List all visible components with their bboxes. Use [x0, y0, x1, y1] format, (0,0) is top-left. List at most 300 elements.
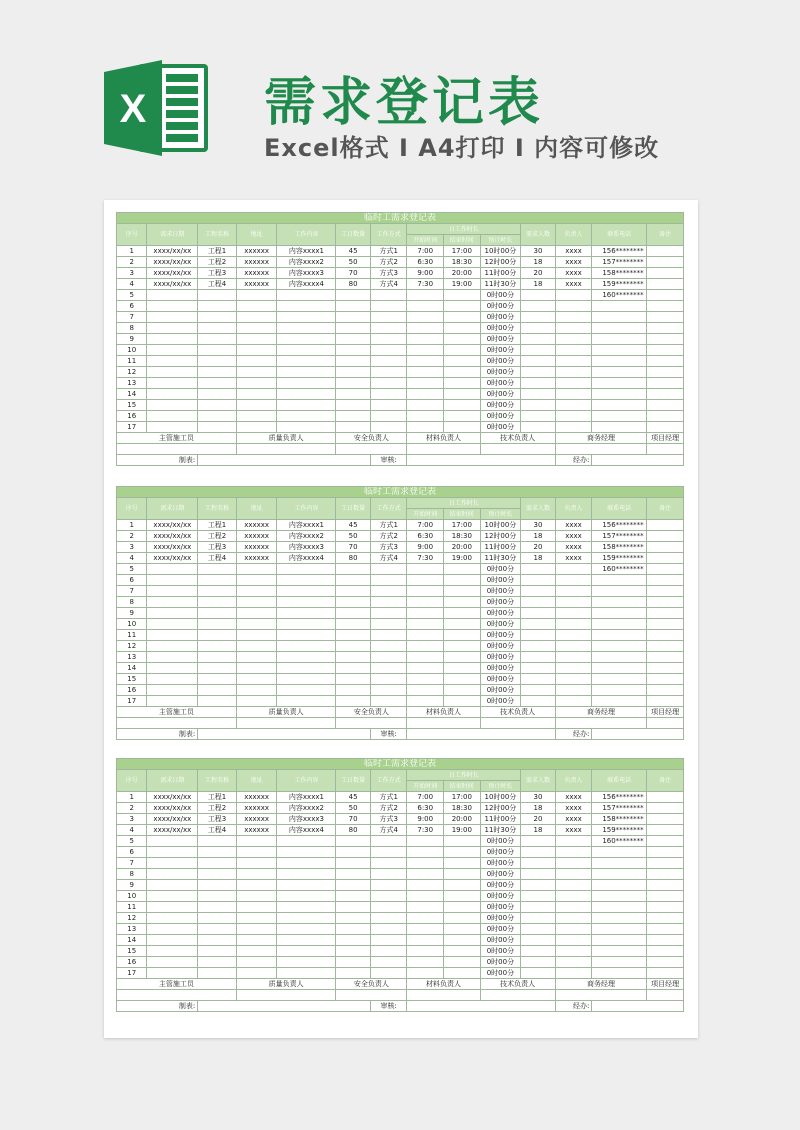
cell-people[interactable]: 20: [521, 814, 556, 825]
cell-location[interactable]: [236, 301, 277, 312]
cell-duration[interactable]: 0时00分: [480, 619, 521, 630]
cell-manager[interactable]: [555, 663, 592, 674]
cell-people[interactable]: 20: [521, 268, 556, 279]
cell-location[interactable]: [236, 913, 277, 924]
cell-phone[interactable]: [592, 312, 647, 323]
cell-content[interactable]: [277, 378, 336, 389]
cell-people[interactable]: 18: [521, 279, 556, 290]
cell-note[interactable]: [647, 869, 684, 880]
cell-location[interactable]: [236, 400, 277, 411]
cell-manager[interactable]: [555, 630, 592, 641]
cell-duration[interactable]: 0时00分: [480, 378, 521, 389]
cell-method[interactable]: [370, 597, 407, 608]
cell-date[interactable]: xxxx/xx/xx: [147, 542, 198, 553]
cell-people[interactable]: [521, 674, 556, 685]
cell-end[interactable]: 20:00: [444, 542, 481, 553]
cell-seq[interactable]: 2: [117, 531, 147, 542]
cell-date[interactable]: [147, 389, 198, 400]
cell-location[interactable]: xxxxxx: [236, 268, 277, 279]
cell-end[interactable]: [444, 356, 481, 367]
cell-note[interactable]: [647, 531, 684, 542]
cell-end[interactable]: 18:30: [444, 531, 481, 542]
cell-note[interactable]: [647, 553, 684, 564]
cell-hours[interactable]: [336, 378, 371, 389]
cell-duration[interactable]: 0时00分: [480, 400, 521, 411]
cell-method[interactable]: [370, 847, 407, 858]
cell-phone[interactable]: [592, 869, 647, 880]
cell-hours[interactable]: [336, 935, 371, 946]
cell-content[interactable]: 内容xxxx3: [277, 542, 336, 553]
cell-people[interactable]: [521, 597, 556, 608]
cell-duration[interactable]: 0时00分: [480, 891, 521, 902]
cell-date[interactable]: [147, 323, 198, 334]
signature-cell[interactable]: [117, 444, 237, 455]
cell-project[interactable]: [198, 422, 237, 433]
cell-manager[interactable]: [555, 957, 592, 968]
cell-method[interactable]: [370, 891, 407, 902]
cell-phone[interactable]: [592, 913, 647, 924]
cell-duration[interactable]: 0时00分: [480, 334, 521, 345]
signature-cell[interactable]: [236, 718, 336, 729]
cell-manager[interactable]: xxxx: [555, 531, 592, 542]
signature-cell[interactable]: [407, 718, 480, 729]
cell-note[interactable]: [647, 825, 684, 836]
cell-location[interactable]: [236, 564, 277, 575]
cell-manager[interactable]: [555, 935, 592, 946]
cell-project[interactable]: [198, 696, 237, 707]
cell-method[interactable]: [370, 674, 407, 685]
cell-location[interactable]: [236, 312, 277, 323]
cell-content[interactable]: 内容xxxx2: [277, 803, 336, 814]
cell-date[interactable]: [147, 685, 198, 696]
cell-seq[interactable]: 4: [117, 825, 147, 836]
cell-date[interactable]: [147, 946, 198, 957]
review-field[interactable]: [407, 455, 555, 466]
cell-location[interactable]: [236, 946, 277, 957]
cell-phone[interactable]: [592, 696, 647, 707]
review-field[interactable]: [407, 729, 555, 740]
cell-start[interactable]: [407, 597, 444, 608]
signature-cell[interactable]: [336, 444, 407, 455]
cell-end[interactable]: 19:00: [444, 825, 481, 836]
cell-note[interactable]: [647, 246, 684, 257]
cell-content[interactable]: 内容xxxx4: [277, 279, 336, 290]
cell-manager[interactable]: xxxx: [555, 268, 592, 279]
cell-manager[interactable]: [555, 608, 592, 619]
cell-method[interactable]: [370, 575, 407, 586]
cell-note[interactable]: [647, 520, 684, 531]
cell-start[interactable]: [407, 946, 444, 957]
cell-hours[interactable]: [336, 880, 371, 891]
cell-note[interactable]: [647, 814, 684, 825]
cell-manager[interactable]: [555, 586, 592, 597]
cell-end[interactable]: [444, 389, 481, 400]
cell-duration[interactable]: 0时00分: [480, 902, 521, 913]
cell-location[interactable]: [236, 597, 277, 608]
cell-note[interactable]: [647, 323, 684, 334]
cell-start[interactable]: 6:30: [407, 257, 444, 268]
cell-hours[interactable]: [336, 575, 371, 586]
cell-hours[interactable]: [336, 400, 371, 411]
cell-phone[interactable]: [592, 847, 647, 858]
signature-cell[interactable]: [555, 718, 646, 729]
cell-phone[interactable]: [592, 902, 647, 913]
cell-content[interactable]: 内容xxxx4: [277, 825, 336, 836]
cell-end[interactable]: [444, 422, 481, 433]
cell-phone[interactable]: [592, 858, 647, 869]
cell-location[interactable]: xxxxxx: [236, 542, 277, 553]
cell-manager[interactable]: [555, 913, 592, 924]
cell-date[interactable]: [147, 608, 198, 619]
cell-method[interactable]: [370, 957, 407, 968]
cell-content[interactable]: [277, 367, 336, 378]
cell-content[interactable]: 内容xxxx2: [277, 531, 336, 542]
cell-phone[interactable]: 156********: [592, 520, 647, 531]
cell-date[interactable]: [147, 858, 198, 869]
cell-project[interactable]: 工程1: [198, 246, 237, 257]
cell-note[interactable]: [647, 619, 684, 630]
cell-start[interactable]: [407, 663, 444, 674]
cell-date[interactable]: [147, 400, 198, 411]
cell-end[interactable]: 17:00: [444, 246, 481, 257]
cell-people[interactable]: [521, 696, 556, 707]
cell-note[interactable]: [647, 367, 684, 378]
cell-date[interactable]: [147, 847, 198, 858]
cell-manager[interactable]: xxxx: [555, 553, 592, 564]
cell-project[interactable]: [198, 312, 237, 323]
cell-location[interactable]: [236, 957, 277, 968]
cell-location[interactable]: xxxxxx: [236, 257, 277, 268]
cell-content[interactable]: 内容xxxx3: [277, 814, 336, 825]
cell-manager[interactable]: [555, 968, 592, 979]
cell-hours[interactable]: [336, 957, 371, 968]
cell-end[interactable]: [444, 663, 481, 674]
cell-seq[interactable]: 6: [117, 847, 147, 858]
cell-note[interactable]: [647, 257, 684, 268]
handler-field[interactable]: [592, 729, 684, 740]
cell-note[interactable]: [647, 792, 684, 803]
cell-duration[interactable]: 0时00分: [480, 608, 521, 619]
cell-duration[interactable]: 0时00分: [480, 411, 521, 422]
cell-manager[interactable]: xxxx: [555, 246, 592, 257]
cell-people[interactable]: [521, 619, 556, 630]
cell-note[interactable]: [647, 847, 684, 858]
cell-phone[interactable]: [592, 935, 647, 946]
cell-start[interactable]: [407, 847, 444, 858]
cell-project[interactable]: [198, 367, 237, 378]
cell-start[interactable]: [407, 957, 444, 968]
cell-seq[interactable]: 7: [117, 858, 147, 869]
cell-duration[interactable]: 0时00分: [480, 597, 521, 608]
cell-content[interactable]: [277, 847, 336, 858]
cell-start[interactable]: 6:30: [407, 531, 444, 542]
cell-hours[interactable]: [336, 564, 371, 575]
cell-project[interactable]: [198, 935, 237, 946]
cell-location[interactable]: [236, 422, 277, 433]
cell-phone[interactable]: [592, 400, 647, 411]
cell-note[interactable]: [647, 422, 684, 433]
cell-phone[interactable]: 156********: [592, 246, 647, 257]
cell-method[interactable]: [370, 924, 407, 935]
cell-start[interactable]: [407, 968, 444, 979]
cell-manager[interactable]: [555, 619, 592, 630]
cell-manager[interactable]: [555, 367, 592, 378]
cell-project[interactable]: [198, 836, 237, 847]
cell-hours[interactable]: [336, 902, 371, 913]
cell-people[interactable]: [521, 334, 556, 345]
cell-content[interactable]: [277, 345, 336, 356]
cell-hours[interactable]: [336, 290, 371, 301]
cell-duration[interactable]: 0时00分: [480, 564, 521, 575]
cell-method[interactable]: [370, 389, 407, 400]
cell-project[interactable]: [198, 345, 237, 356]
cell-manager[interactable]: xxxx: [555, 279, 592, 290]
signature-cell[interactable]: [480, 444, 555, 455]
cell-note[interactable]: [647, 836, 684, 847]
cell-hours[interactable]: [336, 586, 371, 597]
cell-manager[interactable]: [555, 290, 592, 301]
signature-cell[interactable]: [236, 444, 336, 455]
cell-method[interactable]: [370, 356, 407, 367]
cell-project[interactable]: [198, 663, 237, 674]
cell-start[interactable]: 7:00: [407, 246, 444, 257]
cell-note[interactable]: [647, 924, 684, 935]
cell-manager[interactable]: [555, 389, 592, 400]
cell-hours[interactable]: [336, 630, 371, 641]
cell-start[interactable]: [407, 652, 444, 663]
cell-start[interactable]: [407, 411, 444, 422]
cell-content[interactable]: [277, 858, 336, 869]
cell-duration[interactable]: 11时00分: [480, 542, 521, 553]
cell-note[interactable]: [647, 608, 684, 619]
cell-start[interactable]: [407, 891, 444, 902]
cell-duration[interactable]: 10时00分: [480, 246, 521, 257]
cell-note[interactable]: [647, 312, 684, 323]
cell-people[interactable]: [521, 924, 556, 935]
cell-hours[interactable]: 70: [336, 814, 371, 825]
cell-project[interactable]: [198, 290, 237, 301]
cell-people[interactable]: [521, 586, 556, 597]
signature-cell[interactable]: [647, 444, 684, 455]
cell-end[interactable]: [444, 880, 481, 891]
cell-end[interactable]: [444, 312, 481, 323]
cell-project[interactable]: [198, 674, 237, 685]
cell-date[interactable]: [147, 880, 198, 891]
cell-start[interactable]: [407, 586, 444, 597]
cell-project[interactable]: [198, 858, 237, 869]
cell-duration[interactable]: 0时00分: [480, 674, 521, 685]
cell-hours[interactable]: 50: [336, 531, 371, 542]
cell-method[interactable]: [370, 913, 407, 924]
cell-manager[interactable]: [555, 411, 592, 422]
cell-manager[interactable]: [555, 652, 592, 663]
cell-people[interactable]: 18: [521, 803, 556, 814]
cell-phone[interactable]: 158********: [592, 268, 647, 279]
cell-start[interactable]: [407, 367, 444, 378]
cell-content[interactable]: [277, 968, 336, 979]
cell-end[interactable]: [444, 946, 481, 957]
cell-seq[interactable]: 12: [117, 641, 147, 652]
cell-end[interactable]: 19:00: [444, 279, 481, 290]
cell-phone[interactable]: [592, 345, 647, 356]
cell-duration[interactable]: 0时00分: [480, 968, 521, 979]
cell-hours[interactable]: 50: [336, 803, 371, 814]
cell-people[interactable]: [521, 935, 556, 946]
cell-end[interactable]: 17:00: [444, 792, 481, 803]
cell-date[interactable]: [147, 630, 198, 641]
cell-seq[interactable]: 9: [117, 608, 147, 619]
cell-date[interactable]: xxxx/xx/xx: [147, 257, 198, 268]
cell-project[interactable]: 工程4: [198, 279, 237, 290]
cell-phone[interactable]: [592, 323, 647, 334]
cell-project[interactable]: [198, 957, 237, 968]
cell-date[interactable]: xxxx/xx/xx: [147, 531, 198, 542]
cell-note[interactable]: [647, 575, 684, 586]
cell-note[interactable]: [647, 957, 684, 968]
cell-start[interactable]: 7:30: [407, 279, 444, 290]
cell-location[interactable]: [236, 641, 277, 652]
cell-people[interactable]: [521, 367, 556, 378]
cell-location[interactable]: [236, 389, 277, 400]
cell-start[interactable]: 7:30: [407, 553, 444, 564]
signature-cell[interactable]: [480, 718, 555, 729]
cell-start[interactable]: 9:00: [407, 814, 444, 825]
cell-hours[interactable]: [336, 858, 371, 869]
cell-date[interactable]: [147, 957, 198, 968]
cell-phone[interactable]: [592, 924, 647, 935]
cell-duration[interactable]: 0时00分: [480, 630, 521, 641]
cell-location[interactable]: [236, 652, 277, 663]
cell-phone[interactable]: 160********: [592, 836, 647, 847]
cell-phone[interactable]: 160********: [592, 564, 647, 575]
cell-people[interactable]: [521, 312, 556, 323]
cell-hours[interactable]: [336, 597, 371, 608]
cell-start[interactable]: [407, 913, 444, 924]
cell-people[interactable]: [521, 685, 556, 696]
cell-people[interactable]: [521, 345, 556, 356]
cell-end[interactable]: [444, 608, 481, 619]
cell-note[interactable]: [647, 663, 684, 674]
cell-manager[interactable]: [555, 847, 592, 858]
cell-date[interactable]: xxxx/xx/xx: [147, 825, 198, 836]
cell-method[interactable]: 方式4: [370, 279, 407, 290]
cell-end[interactable]: [444, 619, 481, 630]
cell-duration[interactable]: 12时00分: [480, 531, 521, 542]
cell-content[interactable]: [277, 334, 336, 345]
cell-note[interactable]: [647, 858, 684, 869]
cell-project[interactable]: [198, 334, 237, 345]
cell-hours[interactable]: [336, 356, 371, 367]
cell-method[interactable]: [370, 663, 407, 674]
cell-start[interactable]: [407, 619, 444, 630]
cell-manager[interactable]: [555, 345, 592, 356]
cell-duration[interactable]: 11时00分: [480, 268, 521, 279]
cell-people[interactable]: [521, 957, 556, 968]
cell-hours[interactable]: 45: [336, 792, 371, 803]
signature-cell[interactable]: [407, 990, 480, 1001]
cell-note[interactable]: [647, 279, 684, 290]
cell-date[interactable]: [147, 869, 198, 880]
cell-location[interactable]: [236, 356, 277, 367]
cell-manager[interactable]: [555, 685, 592, 696]
cell-method[interactable]: [370, 290, 407, 301]
cell-location[interactable]: [236, 663, 277, 674]
cell-note[interactable]: [647, 641, 684, 652]
cell-note[interactable]: [647, 411, 684, 422]
cell-phone[interactable]: [592, 597, 647, 608]
cell-end[interactable]: [444, 685, 481, 696]
cell-content[interactable]: [277, 869, 336, 880]
cell-phone[interactable]: [592, 389, 647, 400]
cell-start[interactable]: [407, 389, 444, 400]
cell-project[interactable]: [198, 597, 237, 608]
cell-start[interactable]: 9:00: [407, 268, 444, 279]
cell-people[interactable]: 18: [521, 553, 556, 564]
cell-manager[interactable]: [555, 902, 592, 913]
cell-hours[interactable]: 50: [336, 257, 371, 268]
cell-people[interactable]: 30: [521, 520, 556, 531]
cell-location[interactable]: [236, 674, 277, 685]
cell-date[interactable]: xxxx/xx/xx: [147, 792, 198, 803]
cell-location[interactable]: [236, 858, 277, 869]
cell-hours[interactable]: [336, 869, 371, 880]
signature-cell[interactable]: [480, 990, 555, 1001]
cell-phone[interactable]: [592, 641, 647, 652]
cell-hours[interactable]: [336, 924, 371, 935]
cell-content[interactable]: [277, 957, 336, 968]
cell-seq[interactable]: 14: [117, 663, 147, 674]
cell-people[interactable]: [521, 356, 556, 367]
cell-people[interactable]: 30: [521, 246, 556, 257]
cell-location[interactable]: [236, 685, 277, 696]
cell-end[interactable]: [444, 400, 481, 411]
cell-method[interactable]: [370, 312, 407, 323]
cell-end[interactable]: [444, 858, 481, 869]
cell-content[interactable]: [277, 913, 336, 924]
cell-note[interactable]: [647, 345, 684, 356]
cell-start[interactable]: 6:30: [407, 803, 444, 814]
cell-duration[interactable]: 0时00分: [480, 345, 521, 356]
cell-start[interactable]: [407, 290, 444, 301]
cell-start[interactable]: [407, 630, 444, 641]
cell-people[interactable]: [521, 858, 556, 869]
signature-cell[interactable]: [236, 990, 336, 1001]
cell-seq[interactable]: 10: [117, 619, 147, 630]
cell-location[interactable]: [236, 902, 277, 913]
signature-cell[interactable]: [647, 718, 684, 729]
cell-manager[interactable]: [555, 858, 592, 869]
cell-project[interactable]: 工程4: [198, 553, 237, 564]
cell-method[interactable]: [370, 411, 407, 422]
cell-location[interactable]: [236, 323, 277, 334]
cell-end[interactable]: 20:00: [444, 268, 481, 279]
cell-seq[interactable]: 13: [117, 924, 147, 935]
cell-manager[interactable]: xxxx: [555, 542, 592, 553]
cell-project[interactable]: 工程3: [198, 268, 237, 279]
cell-start[interactable]: [407, 575, 444, 586]
cell-location[interactable]: xxxxxx: [236, 553, 277, 564]
cell-content[interactable]: [277, 836, 336, 847]
cell-project[interactable]: 工程4: [198, 825, 237, 836]
cell-people[interactable]: [521, 913, 556, 924]
cell-end[interactable]: [444, 968, 481, 979]
cell-method[interactable]: [370, 608, 407, 619]
cell-manager[interactable]: [555, 880, 592, 891]
cell-method[interactable]: [370, 685, 407, 696]
cell-date[interactable]: [147, 836, 198, 847]
cell-start[interactable]: [407, 935, 444, 946]
cell-method[interactable]: 方式4: [370, 825, 407, 836]
